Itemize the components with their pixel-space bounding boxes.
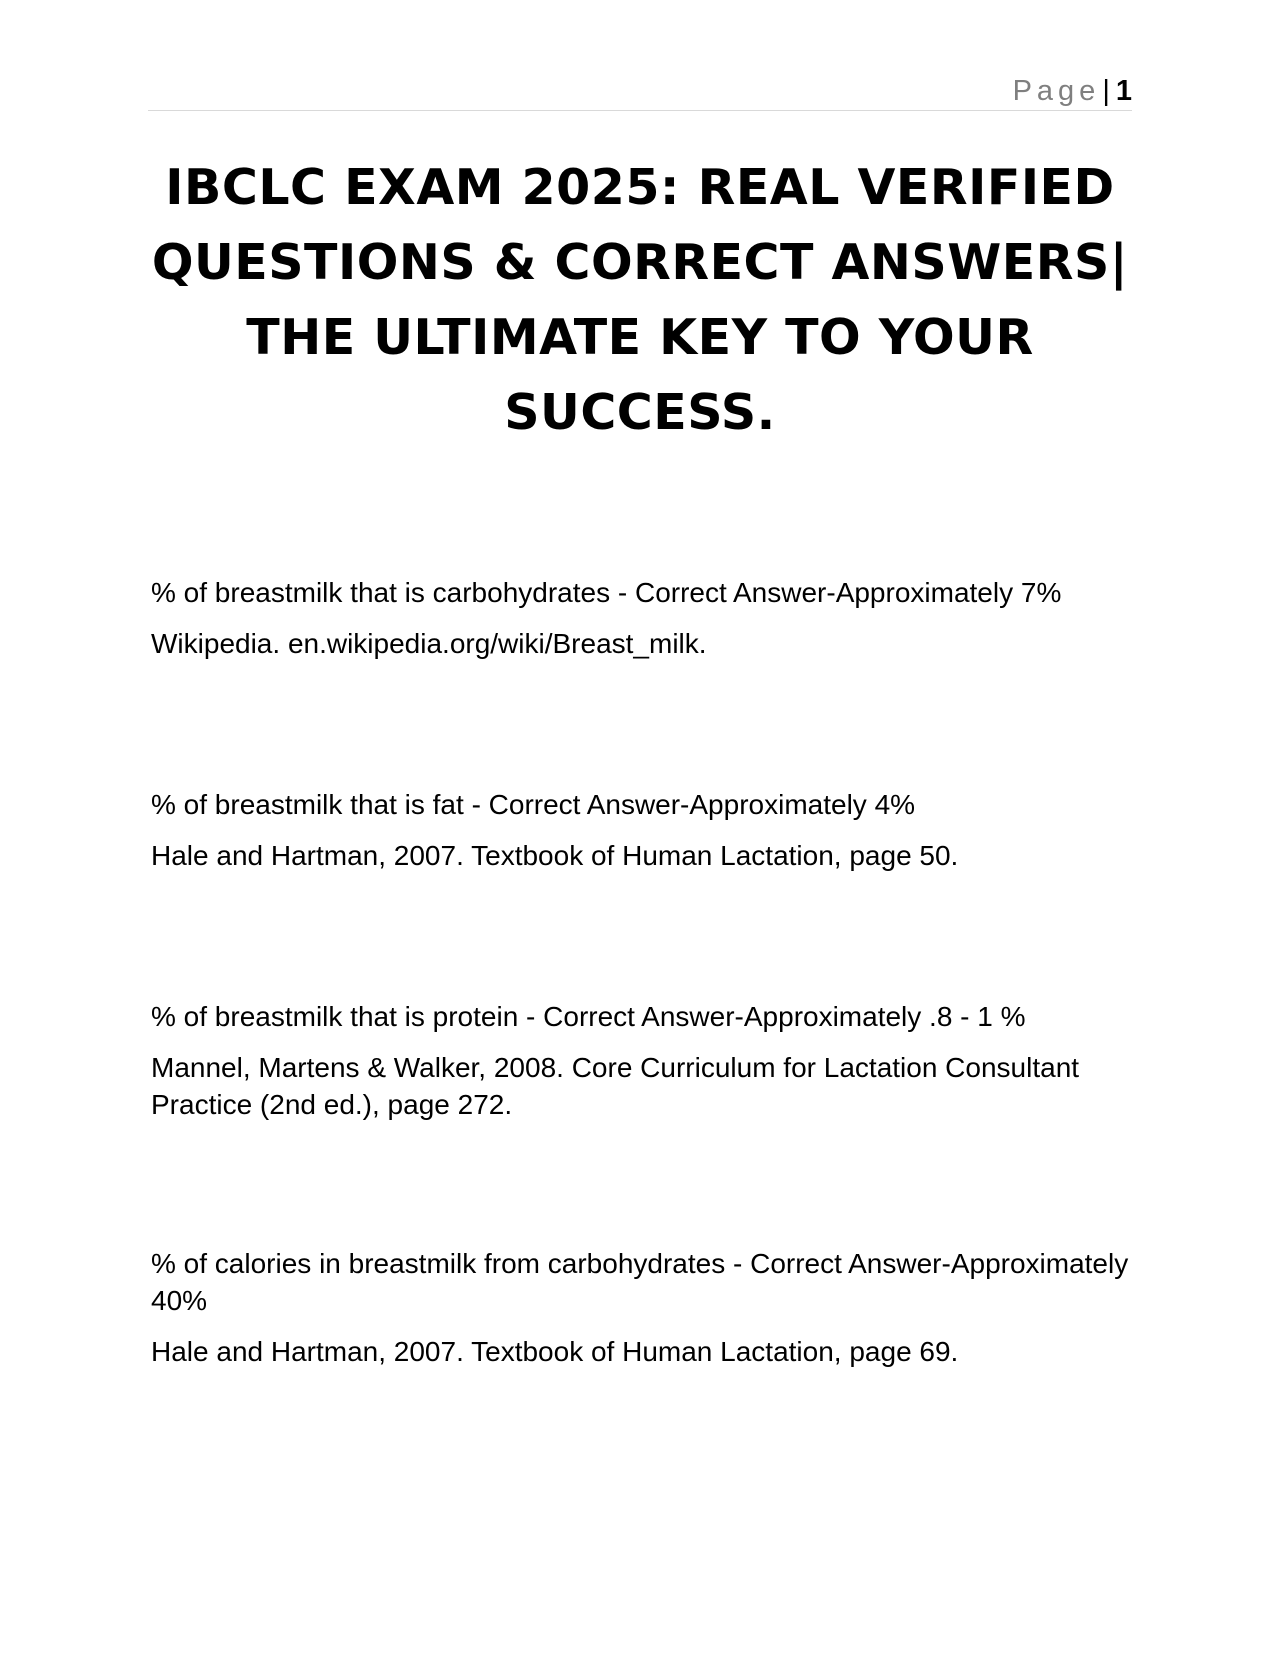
page-separator: | bbox=[1102, 75, 1110, 107]
qa-item bbox=[151, 998, 1131, 1123]
qa-question: % of breastmilk that is protein - Correct Answer-Approximately .8 - 1 % bbox=[151, 1001, 1026, 1032]
qa-question: % of breastmilk that is fat - Correct Answer-Approximately 4% bbox=[151, 789, 916, 820]
qa-question: % of breastmilk that is carbohydrates - Correct Answer-Approximately 7% bbox=[151, 577, 1062, 608]
qa-question: % of calories in breastmilk from carbohydrates - Correct Answer-Approximately 40% bbox=[151, 1248, 1129, 1316]
page-header bbox=[148, 70, 1132, 111]
page-number: 1 bbox=[1115, 75, 1132, 107]
qa-source: Mannel, Martens & Walker, 2008. Core Curriculum for Lactation Consultant Practice (2nd ed.), page 272. bbox=[151, 1052, 1080, 1120]
qa-item bbox=[151, 574, 1131, 662]
qa-item bbox=[151, 1245, 1131, 1370]
qa-source: Wikipedia. en.wikipedia.org/wiki/Breast_milk. bbox=[151, 628, 707, 659]
qa-item bbox=[151, 786, 1131, 874]
page-word: Page bbox=[1012, 75, 1101, 107]
qa-source: Hale and Hartman, 2007. Textbook of Human Lactation, page 50. bbox=[151, 840, 959, 871]
qa-source: Hale and Hartman, 2007. Textbook of Human Lactation, page 69. bbox=[151, 1336, 959, 1367]
page-number-label bbox=[1013, 74, 1132, 108]
document-title: IBCLC EXAM 2025: REAL VERIFIED QUESTIONS & CORRECT ANSWERS| THE ULTIMATE KEY TO YOUR SUCCESS. bbox=[151, 159, 1129, 441]
